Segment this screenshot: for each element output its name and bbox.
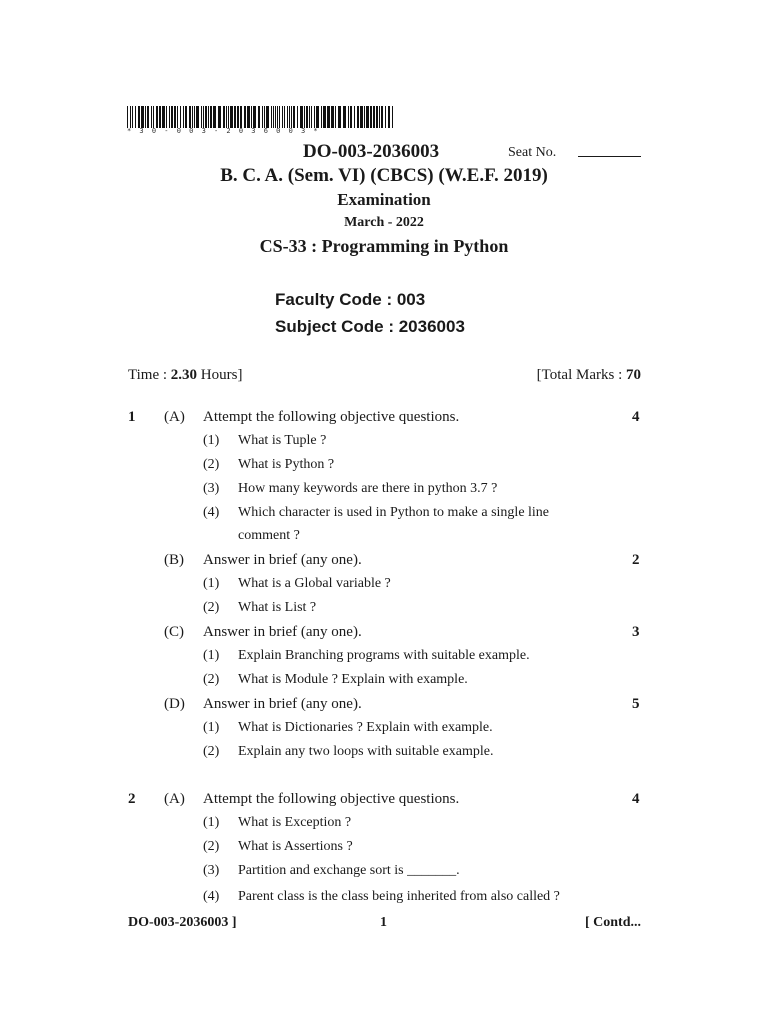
part-instruction: Answer in brief (any one). [203, 696, 362, 712]
sub-question-number: (2) [203, 600, 220, 615]
exam-time: Time : 2.30 Hours] [128, 367, 243, 383]
sub-question-text: What is Dictionaries ? Explain with example. [238, 720, 493, 735]
sub-question-number: (2) [203, 457, 220, 472]
sub-question-number: (1) [203, 720, 220, 735]
subject-title: CS-33 : Programming in Python [259, 236, 509, 256]
sub-question-text: What is Assertions ? [238, 839, 353, 854]
sub-question-text: What is Module ? Explain with example. [238, 672, 468, 687]
page-number: 1 [380, 915, 387, 930]
question-number: 1 [128, 409, 136, 425]
seat-number-blank [578, 156, 641, 157]
sub-question-number: (1) [203, 815, 220, 830]
sub-question-text-continued: comment ? [238, 528, 300, 543]
total-marks: [Total Marks : 70 [536, 367, 641, 383]
sub-question-number: (1) [203, 433, 220, 448]
part-instruction: Attempt the following objective questions. [203, 409, 460, 425]
sub-question-text: Which character is used in Python to make a single line [238, 505, 550, 520]
continued-marker: [ Contd... [584, 915, 641, 930]
exam-title: Examination [337, 190, 431, 209]
sub-question-number: (1) [203, 576, 220, 591]
part-label: (D) [164, 696, 185, 712]
sub-question-number: (4) [203, 889, 220, 904]
part-marks: 4 [632, 409, 640, 425]
sub-question-number: (3) [203, 481, 220, 496]
barcode [127, 106, 395, 128]
part-label: (A) [164, 409, 185, 425]
sub-question-text: What is Tuple ? [238, 433, 327, 448]
part-instruction: Answer in brief (any one). [203, 552, 362, 568]
sub-question-number: (3) [203, 863, 220, 878]
part-marks: 5 [632, 696, 640, 712]
sub-question-text: How many keywords are there in python 3.7 ? [238, 481, 498, 496]
barcode-digits: * 3 0 - 0 0 3 - 2 0 3 6 0 0 3 * [127, 127, 320, 135]
sub-question-text: What is Python ? [238, 457, 335, 472]
sub-question-text: What is List ? [238, 600, 317, 615]
sub-question-text: Explain any two loops with suitable example. [238, 744, 494, 759]
part-label: (B) [164, 552, 184, 568]
part-marks: 4 [632, 791, 640, 807]
sub-question-text: What is Exception ? [238, 815, 352, 830]
part-label: (A) [164, 791, 185, 807]
paper-code: DO-003-2036003 [303, 141, 440, 162]
sub-question-text: What is a Global variable ? [238, 576, 391, 591]
sub-question-number: (2) [203, 839, 220, 854]
sub-question-text: Explain Branching programs with suitable example. [238, 648, 530, 663]
question-number: 2 [128, 791, 136, 807]
sub-question-number: (4) [203, 505, 220, 520]
faculty-code: Faculty Code : 003 [275, 290, 426, 309]
part-instruction: Answer in brief (any one). [203, 624, 362, 640]
sub-question-text: Partition and exchange sort is _______. [238, 863, 460, 878]
subject-code: Subject Code : 2036003 [275, 317, 465, 336]
part-marks: 2 [632, 552, 640, 568]
part-instruction: Attempt the following objective questions. [203, 791, 460, 807]
sub-question-number: (2) [203, 672, 220, 687]
part-marks: 3 [632, 624, 640, 640]
sub-question-number: (2) [203, 744, 220, 759]
sub-question-text: Parent class is the class being inherited from also called ? [238, 889, 560, 904]
exam-session: March - 2022 [344, 215, 424, 230]
footer-paper-code: DO-003-2036003 ] [128, 915, 237, 930]
part-label: (C) [164, 624, 184, 640]
sub-question-number: (1) [203, 648, 220, 663]
seat-label: Seat No. [508, 145, 557, 160]
course-title: B. C. A. (Sem. VI) (CBCS) (W.E.F. 2019) [220, 165, 548, 186]
